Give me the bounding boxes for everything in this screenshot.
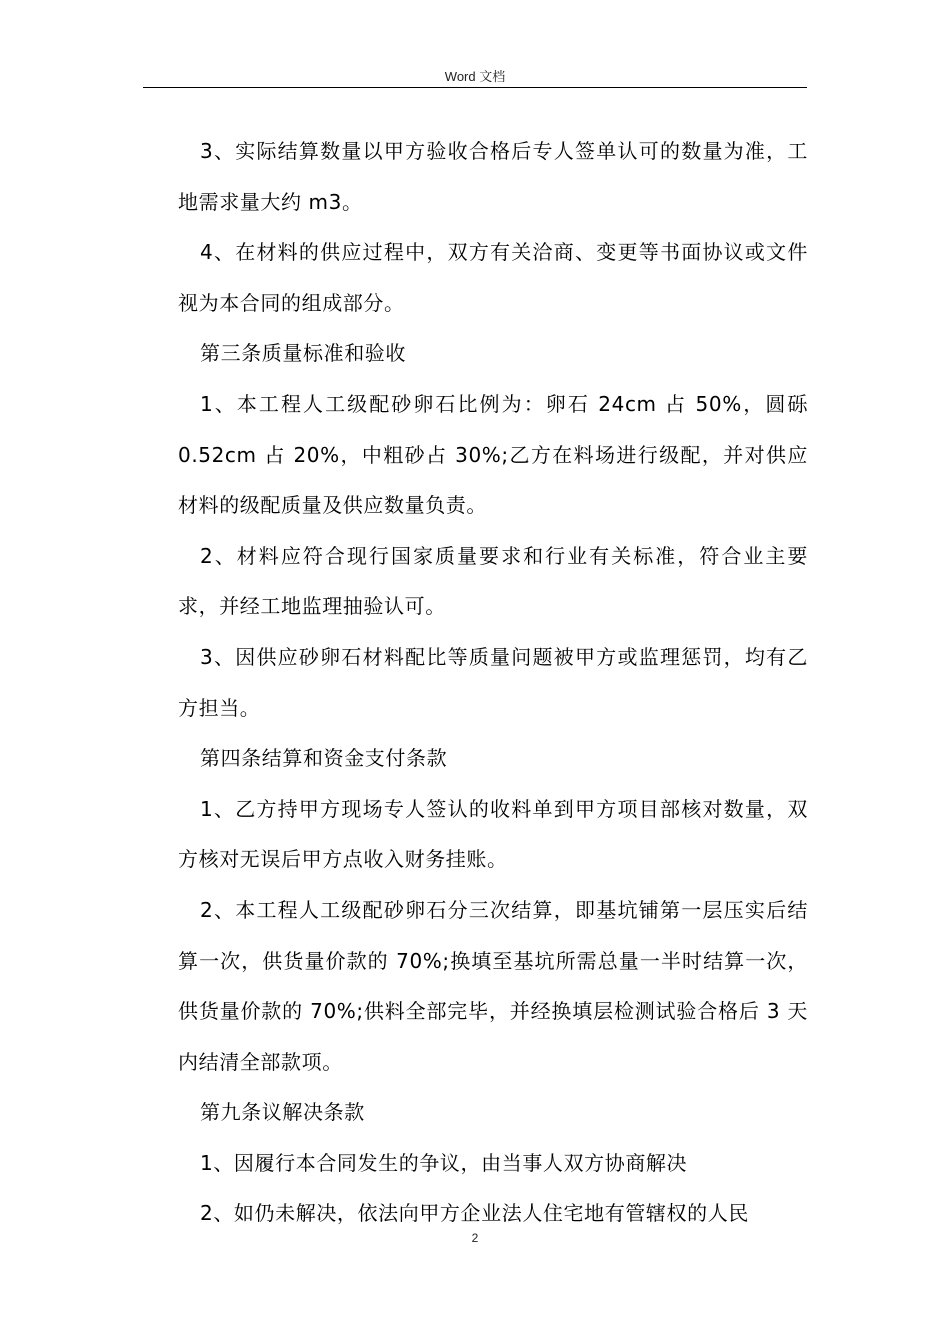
section-heading: 第四条结算和资金支付条款	[200, 746, 448, 771]
document-body	[178, 126, 808, 1239]
paragraph: 1、因履行本合同发生的争议，由当事人双方协商解决	[200, 1150, 688, 1175]
paragraph: 3、因供应砂卵石材料配比等质量问题被甲方或监理惩罚，均有乙方担当。	[178, 644, 808, 720]
header-divider	[143, 87, 807, 88]
paragraph: 3、实际结算数量以甲方验收合格后专人签单认可的数量为准，工地需求量大约 m3。	[178, 139, 808, 214]
section-heading: 第三条质量标准和验收	[200, 341, 406, 366]
header-title: Word 文档	[444, 69, 506, 84]
paragraph: 1、本工程人工级配砂卵石比例为：卵石 24cm 占 50%，圆砾 0.52cm 占 20%，中粗砂占 30%;乙方在料场进行级配，并对供应材料的级配质量及供应数量负责。	[178, 391, 808, 518]
paragraph: 1、乙方持甲方现场专人签认的收料单到甲方项目部核对数量，双方核对无误后甲方点收入财务挂账。	[178, 796, 808, 872]
paragraph: 2、本工程人工级配砂卵石分三次结算，即基坑铺第一层压实后结算一次，供货量价款的 70%;换填至基坑所需总量一半时结算一次，供货量价款的 70%;供料全部完毕，并经换填层检测试验合格后 3 天内结清全部款项。	[178, 897, 808, 1074]
paragraph: 2、如仍未解决，依法向甲方企业法人住宅地有管辖权的人民	[200, 1201, 749, 1226]
page-number: 2	[471, 1231, 479, 1245]
paragraph: 4、在材料的供应过程中，双方有关洽商、变更等书面协议或文件视为本合同的组成部分。	[178, 240, 808, 315]
section-heading: 第九条议解决条款	[200, 1100, 365, 1125]
paragraph: 2、材料应符合现行国家质量要求和行业有关标准，符合业主要求，并经工地监理抽验认可。	[178, 543, 808, 619]
